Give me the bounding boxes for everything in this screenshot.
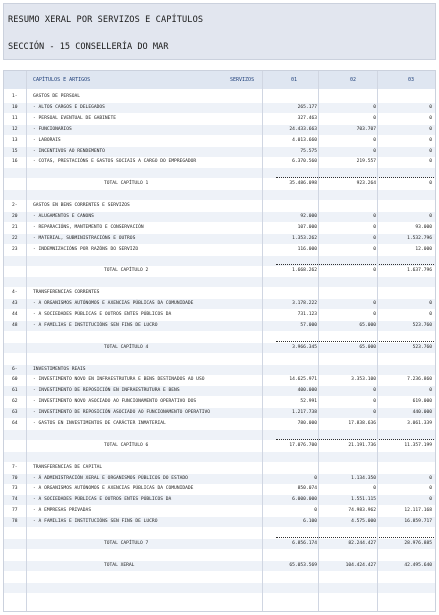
row-description: - A FAMILIAS E INSTITUCIÓNS SEN FINS DE LUCRO bbox=[33, 322, 158, 328]
row-value-02: 0 bbox=[373, 235, 376, 241]
row-value-03: 0 bbox=[429, 486, 432, 492]
subtotal-separator bbox=[276, 177, 434, 178]
table-row bbox=[4, 517, 435, 527]
row-value-03: 93.000 bbox=[415, 224, 432, 230]
row-value-02: 104.424.427 bbox=[345, 562, 376, 568]
row-description: - INVESTIMENTO DE REPOSICIÓN ASOCIADO AO FUNCIONAMENTO OPERATIVO bbox=[33, 410, 211, 416]
row-value-02: 0 bbox=[373, 148, 376, 154]
row-description: TOTAL CAPÍTULO 1 bbox=[104, 181, 149, 187]
row-value-02: 4.575.000 bbox=[351, 519, 376, 525]
row-description: - A FAMILIAS E INSTITUCIÓNS SEN FINS DE LUCRO bbox=[33, 519, 158, 525]
row-value-01: 65.053.569 bbox=[289, 562, 317, 568]
row-value-03: 42.495.640 bbox=[404, 562, 432, 568]
row-value-02: 0 bbox=[373, 115, 376, 121]
table-row bbox=[4, 234, 435, 244]
row-code: 78 bbox=[12, 519, 18, 525]
row-description: - A SOCIEDADES PÚBLICAS E OUTROS ENTES PÚBLICOS DA bbox=[33, 312, 172, 317]
row-code: 48 bbox=[12, 322, 18, 328]
total-row bbox=[4, 441, 435, 451]
row-description: - MATERIAL, SUBMINISTRACIÓNS E OUTROS bbox=[33, 235, 136, 241]
row-value-02: 0 bbox=[373, 246, 376, 252]
row-value-03: 0 bbox=[429, 137, 432, 143]
row-code: 64 bbox=[12, 421, 18, 426]
row-value-03: 12.000 bbox=[415, 246, 432, 252]
row-value-01: 35.486.098 bbox=[289, 181, 317, 187]
table-row bbox=[4, 397, 435, 407]
row-value-03: 0 bbox=[429, 301, 432, 307]
subtotal-separator bbox=[276, 537, 434, 538]
row-code: 10 bbox=[12, 104, 18, 110]
row-code: 62 bbox=[12, 399, 18, 405]
row-value-03: 0 bbox=[429, 126, 432, 132]
row-value-03: 28.976.885 bbox=[404, 540, 432, 546]
row-value-01: 52.991 bbox=[300, 399, 317, 405]
row-value-01: 265.177 bbox=[297, 104, 317, 110]
row-value-03: 523.760 bbox=[412, 344, 432, 350]
table-row bbox=[4, 452, 435, 462]
row-value-01: 6.000.000 bbox=[292, 497, 317, 503]
total-row bbox=[4, 343, 435, 353]
row-code: 61 bbox=[12, 388, 18, 394]
row-value-03: 12.117.168 bbox=[404, 508, 432, 514]
table-row bbox=[4, 157, 435, 167]
row-description: - LABORAIS bbox=[33, 137, 61, 143]
row-description: - A ORGANISMOS AUTÓNOMOS E AXENCIAS PÚBLICAS DA COMUNIDADE bbox=[33, 486, 194, 492]
row-value-01: 17.076.700 bbox=[289, 442, 317, 448]
row-description: - INCENTIVOS AO RENDEMENTO bbox=[33, 148, 105, 154]
row-value-01: 6.100 bbox=[303, 519, 317, 525]
row-code: 44 bbox=[12, 312, 18, 317]
row-description: TRANSFERENCIAS CORRENTES bbox=[33, 290, 100, 296]
table-row bbox=[4, 386, 435, 396]
row-value-01: 3.966.345 bbox=[292, 344, 317, 350]
row-value-01: 850.074 bbox=[297, 486, 317, 492]
row-description: - PERSOAL EVENTUAL DE GABINETE bbox=[33, 115, 116, 121]
row-value-02: 0 bbox=[373, 399, 376, 405]
row-code: 20 bbox=[12, 213, 18, 219]
row-description: - INVESTIMENTO NOVO ASOCIADO AO FUNCIONAMENTO OPERATIVO DOS bbox=[33, 399, 197, 405]
total-row bbox=[4, 539, 435, 549]
summary-table bbox=[3, 70, 436, 612]
table-row bbox=[4, 299, 435, 309]
row-value-01: 0 bbox=[314, 475, 317, 481]
row-description: TOTAL CAPÍTULO 4 bbox=[104, 344, 149, 350]
row-value-02: 65.000 bbox=[359, 344, 376, 350]
subtotal-separator bbox=[276, 341, 434, 342]
row-value-01: 3.178.222 bbox=[292, 301, 317, 307]
row-value-02: 82.244.427 bbox=[348, 540, 376, 546]
column-divider bbox=[377, 71, 378, 611]
row-value-03: 3.061.339 bbox=[407, 421, 432, 426]
table-row bbox=[4, 463, 435, 473]
row-description: - INVESTIMENTO NOVO EN INFRAESTRUTURA E BENS DESTINADOS AO USO bbox=[33, 377, 205, 383]
table-row bbox=[4, 495, 435, 505]
row-value-01: 400.000 bbox=[297, 388, 317, 394]
row-description: TRANSFERENCIAS DE CAPITAL bbox=[33, 464, 103, 470]
row-value-03: 0 bbox=[429, 159, 432, 165]
row-description: - A ORGANISMOS AUTÓNOMOS E AXENCIAS PÚBLICAS DA COMUNIDADE bbox=[33, 301, 194, 307]
row-code: 74 bbox=[12, 497, 18, 503]
row-value-01: 57.000 bbox=[300, 322, 317, 328]
row-value-02: 65.000 bbox=[359, 322, 376, 328]
table-row bbox=[4, 147, 435, 157]
row-code: 11 bbox=[12, 115, 18, 121]
grand-total-row bbox=[4, 561, 435, 571]
header-col-01: 01 bbox=[291, 77, 298, 83]
table-row bbox=[4, 136, 435, 146]
row-code: 15 bbox=[12, 148, 18, 154]
row-value-01: 327.463 bbox=[297, 115, 317, 121]
row-value-02: 923.264 bbox=[356, 181, 376, 187]
row-code: 6- bbox=[12, 366, 18, 372]
row-value-03: 0 bbox=[429, 497, 432, 503]
row-value-01: 4.013.660 bbox=[292, 137, 317, 143]
subtotal-separator bbox=[276, 264, 434, 265]
row-description: - ALTOS CARGOS E DELEGADOS bbox=[33, 104, 105, 110]
row-value-03: 0 bbox=[429, 475, 432, 481]
row-value-02: 219.557 bbox=[356, 159, 376, 165]
row-code: 2- bbox=[12, 203, 18, 208]
row-value-03: 0 bbox=[429, 181, 432, 187]
row-description: - REPARACIÓNS, MANTEMENTO E CONSERVACIÓN bbox=[33, 224, 144, 230]
row-value-02: 0 bbox=[373, 213, 376, 219]
table-row bbox=[4, 550, 435, 560]
row-code: 60 bbox=[12, 377, 18, 383]
row-value-03: 0 bbox=[429, 312, 432, 317]
table-row bbox=[4, 92, 435, 102]
row-value-02: 3.353.100 bbox=[351, 377, 376, 383]
row-value-03: 619.000 bbox=[412, 399, 432, 405]
row-code: 1- bbox=[12, 94, 18, 99]
row-value-03: 523.760 bbox=[412, 322, 432, 328]
table-row bbox=[4, 583, 435, 593]
table-row bbox=[4, 212, 435, 222]
table-row bbox=[4, 375, 435, 385]
table-row bbox=[4, 354, 435, 364]
row-description: TOTAL CAPÍTULO 6 bbox=[104, 442, 149, 448]
section-title: SECCIÓN - 15 CONSELLERÍA DO MAR bbox=[8, 42, 169, 52]
header-capitulos: CAPÍTULOS E ARTIGOS bbox=[33, 77, 91, 83]
table-row bbox=[4, 201, 435, 211]
row-value-02: 703.707 bbox=[356, 126, 376, 132]
row-value-03: 440.000 bbox=[412, 410, 432, 416]
row-value-01: 6.370.560 bbox=[292, 159, 317, 165]
row-value-01: 92.000 bbox=[300, 213, 317, 219]
table-header bbox=[4, 71, 435, 89]
row-value-02: 0 bbox=[373, 137, 376, 143]
row-value-02: 0 bbox=[373, 224, 376, 230]
row-value-02: 1.134.350 bbox=[351, 475, 376, 481]
row-value-01: 780.000 bbox=[297, 421, 317, 426]
column-divider bbox=[26, 71, 27, 611]
row-code: 23 bbox=[12, 246, 18, 252]
row-value-02: 74.983.962 bbox=[348, 508, 376, 514]
total-row bbox=[4, 266, 435, 276]
row-value-03: 0 bbox=[429, 115, 432, 121]
row-value-01: 14.625.971 bbox=[289, 377, 317, 383]
table-row bbox=[4, 223, 435, 233]
row-value-02: 21.191.736 bbox=[348, 442, 376, 448]
row-code: 73 bbox=[12, 486, 18, 492]
row-value-02: 0 bbox=[373, 388, 376, 394]
table-row bbox=[4, 474, 435, 484]
row-code: 43 bbox=[12, 301, 18, 307]
row-value-02: 17.838.636 bbox=[348, 421, 376, 426]
row-description: - COTAS, PRESTACIÓNS E GASTOS SOCIAIS A CARGO DO EMPREGADOR bbox=[33, 159, 197, 165]
table-row bbox=[4, 190, 435, 200]
row-value-02: 0 bbox=[373, 486, 376, 492]
row-description: - INDEMNIZACIÓNS POR RAZÓNS DO SERVIZO bbox=[33, 246, 139, 252]
row-value-01: 731.123 bbox=[297, 312, 317, 317]
row-value-03: 0 bbox=[429, 213, 432, 219]
row-description: - FUNCIONARIOS bbox=[33, 126, 72, 132]
row-value-02: 0 bbox=[373, 268, 376, 274]
row-value-03: 7.236.860 bbox=[407, 377, 432, 383]
row-value-02: 0 bbox=[373, 301, 376, 307]
table-row bbox=[4, 408, 435, 418]
row-description: - INVESTIMENTO DE REPOSICIÓN EN INFRAESTRUTURA E BENS bbox=[33, 388, 180, 394]
row-value-03: 0 bbox=[429, 148, 432, 154]
row-value-01: 24.433.663 bbox=[289, 126, 317, 132]
row-value-03: 1.532.796 bbox=[407, 235, 432, 241]
table-row bbox=[4, 593, 435, 603]
row-description: TOTAL CAPÍTULO 2 bbox=[104, 268, 149, 274]
column-divider bbox=[318, 71, 319, 611]
report-header bbox=[3, 3, 436, 60]
row-value-01: 0 bbox=[314, 508, 317, 514]
row-value-01: 107.000 bbox=[297, 224, 317, 230]
table-row bbox=[4, 288, 435, 298]
table-row bbox=[4, 245, 435, 255]
row-value-03: 1.637.796 bbox=[407, 268, 432, 274]
table-row bbox=[4, 484, 435, 494]
row-description: - A SOCIEDADES PÚBLICAS E OUTROS ENTES PÚBLICOS DA bbox=[33, 497, 172, 503]
row-description: GASTOS DE PERSOAL bbox=[33, 94, 81, 99]
row-code: 21 bbox=[12, 224, 18, 230]
subtotal-separator bbox=[276, 439, 434, 440]
row-description: - Á ADMINISTRACIÓN XERAL E ORGANISMOS PÚBLICOS DO ESTADO bbox=[33, 475, 188, 481]
row-description: GASTOS EN BENS CORRENTES E SERVIZOS bbox=[33, 203, 130, 208]
row-value-02: 0 bbox=[373, 312, 376, 317]
row-code: 13 bbox=[12, 137, 18, 143]
row-description: INVESTIMENTOS REAIS bbox=[33, 366, 86, 372]
row-code: 12 bbox=[12, 126, 18, 132]
table-row bbox=[4, 125, 435, 135]
row-description: TOTAL XERAL bbox=[104, 562, 135, 568]
row-value-02: 0 bbox=[373, 104, 376, 110]
row-value-02: 0 bbox=[373, 410, 376, 416]
table-row bbox=[4, 277, 435, 287]
row-value-01: 1.217.738 bbox=[292, 410, 317, 416]
row-description: - ALUGAMENTOS E CANONS bbox=[33, 213, 94, 219]
table-row bbox=[4, 506, 435, 516]
row-description: - A EMPRESAS PRIVADAS bbox=[33, 508, 92, 514]
column-divider bbox=[262, 71, 263, 611]
row-value-03: 16.859.717 bbox=[404, 519, 432, 525]
table-row bbox=[4, 321, 435, 331]
table-row bbox=[4, 103, 435, 113]
header-servizos: SERVIZOS bbox=[230, 77, 255, 83]
row-description: - GASTOS EN INVESTIMENTOS DE CARÁCTER INMATERIAL bbox=[33, 421, 166, 426]
row-value-01: 1.353.262 bbox=[292, 235, 317, 241]
row-code: 7- bbox=[12, 464, 18, 470]
total-row bbox=[4, 179, 435, 189]
row-code: 77 bbox=[12, 508, 18, 514]
row-value-01: 6.856.174 bbox=[292, 540, 317, 546]
row-value-01: 75.575 bbox=[300, 148, 317, 154]
row-value-01: 116.000 bbox=[297, 246, 317, 252]
row-value-03: 0 bbox=[429, 388, 432, 394]
header-col-03: 03 bbox=[408, 77, 415, 83]
row-code: 63 bbox=[12, 410, 18, 416]
row-code: 16 bbox=[12, 159, 18, 165]
table-row bbox=[4, 572, 435, 582]
row-code: 70 bbox=[12, 475, 18, 481]
report-title: RESUMO XERAL POR SERVIZOS E CAPÍTULOS bbox=[8, 15, 204, 25]
row-value-03: 11.357.199 bbox=[404, 442, 432, 448]
table-row bbox=[4, 365, 435, 375]
table-row bbox=[4, 114, 435, 124]
table-row bbox=[4, 310, 435, 320]
row-value-02: 1.551.115 bbox=[351, 497, 376, 503]
row-code: 4- bbox=[12, 290, 18, 296]
row-code: 22 bbox=[12, 235, 18, 241]
row-value-03: 0 bbox=[429, 104, 432, 110]
table-row bbox=[4, 419, 435, 429]
header-col-02: 02 bbox=[350, 77, 357, 83]
row-description: TOTAL CAPÍTULO 7 bbox=[104, 540, 149, 546]
row-value-01: 1.668.262 bbox=[292, 268, 317, 274]
